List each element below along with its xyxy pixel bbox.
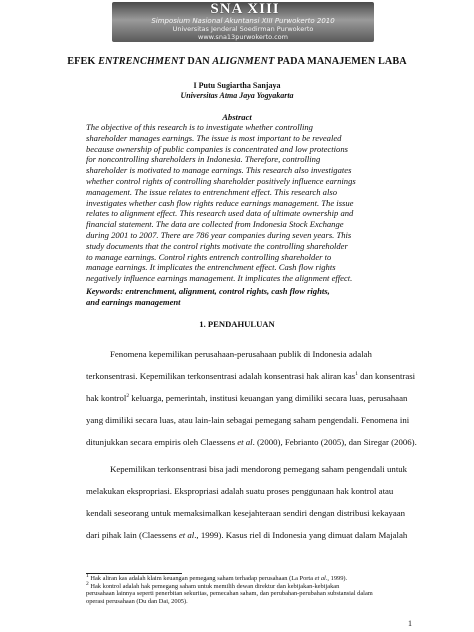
p2-line-4-text: dari pihak lain (Claessens <box>86 530 179 540</box>
footnotes <box>86 572 416 605</box>
p1-line-3-tail: keluarga, pemerintah, institusi keuangan yang dimiliki secara luas, perusahaan <box>129 393 408 403</box>
abstract-body <box>86 122 402 284</box>
paragraph-line <box>86 486 416 508</box>
abstract-line: because ownership of public companies is concentrated and low protections <box>86 143 348 154</box>
footnote-1-text: Hak aliran kas adalah klaim keuangan pemegang saham terhadap perusahaan (La Porta <box>88 575 315 582</box>
footnote-2 <box>86 580 416 591</box>
p2-line-4-tail: ., 1999). Kasus riel di Indonesia yang dimuat dalam Majalah <box>194 530 408 540</box>
p2-line-3-text: kendali seseorang untuk memaksimalkan kesejahteraan sendiri dengan distribusi kekayaan <box>86 508 406 518</box>
p2-line-1-text: Kepemilikan terkonsentrasi bisa jadi mendorong pemegang saham pengendali untuk <box>110 464 408 474</box>
footnote-2-number: 2 <box>86 580 89 587</box>
footnote-2-line-1: Hak kontrol adalah hak pemegang saham untuk memilih dewan direktur dan kebijakan-kebijakan <box>88 582 340 590</box>
section-heading: 1. PENDAHULUAN <box>199 319 275 329</box>
p1-line-1-text: Fenomena kepemilikan perusahaan-perusahaan publik di Indonesia adalah <box>110 349 372 359</box>
abstract-line: for noncontrolling shareholders in Indonesia. Therefore, controlling <box>86 154 321 165</box>
abstract-line: The objective of this research is to investigate whether controlling <box>86 122 313 132</box>
p1-line-3-text: hak kontrol <box>86 393 127 403</box>
paragraph-line <box>86 508 416 530</box>
abstract-line: management. The issue relates to entrenchment effect. This research also <box>86 186 338 197</box>
abstract-line: investigates whether cash flow rights reduce earnings management. The issue <box>86 197 354 208</box>
footnote-1-number: 1 <box>86 572 89 579</box>
abstract-line: study documents that the control rights motivate the controlling shareholder <box>86 240 348 251</box>
abstract-line: negatively influence earnings management. It implicates the alignment effect. <box>86 273 353 284</box>
title-part-1: EFEK <box>67 56 99 67</box>
p2-line-4-italic: et al <box>178 530 195 540</box>
p1-line-5-tail: . (2000), Febrianto (2005), dan Siregar (2006). <box>252 437 417 447</box>
abstract-line: relates to alignment effect. This research used data of ultimate ownership and <box>86 208 354 219</box>
keywords <box>86 286 406 308</box>
paragraph-line <box>86 393 416 415</box>
banner-website: www.sna13purwokerto.com <box>198 33 288 41</box>
footnote-ref-2[interactable]: 2 <box>126 393 130 400</box>
abstract-line: to manage earnings. Control rights entrench controlling shareholder to <box>86 251 332 262</box>
footnote-ref-1[interactable]: 1 <box>355 371 358 378</box>
page-number: 1 <box>408 619 412 628</box>
footnote-1-italic: et al <box>314 575 326 582</box>
paragraph-line <box>86 530 416 552</box>
footnote-1-tail: ., 1999). <box>325 575 348 582</box>
paper-title <box>0 56 474 67</box>
paragraph-line <box>86 415 416 437</box>
paragraph-line <box>86 437 416 459</box>
paragraph-1 <box>86 349 416 459</box>
title-part-4: ALIGNMENT <box>212 56 275 67</box>
p2-line-2-text: melakukan ekspropriasi. Ekspropriasi adalah suatu proses penggunaan hak kontrol atau <box>86 486 394 496</box>
p1-line-4-text: yang dimiliki secara luas, atau lain-lain sebagai pemegang saham pengendali. Fenomena ini <box>86 415 410 425</box>
footnote-2-line-3: operasi perusahaan (Du dan Dai, 2005). <box>86 597 188 605</box>
p1-line-2-tail: dan konsentrasi <box>357 371 416 381</box>
paragraph-2 <box>86 464 416 552</box>
keywords-line-1: Keywords: entrenchment, alignment, control rights, cash flow rights, <box>86 286 330 296</box>
author-affiliation: Universitas Atma Jaya Yogyakarta <box>180 91 294 100</box>
footnote-2-line-2: perusahaan lainnya seperti penerbitan sekuritas, pemecahan saham, dan perubahan-perubahan substansial dalam <box>86 590 373 598</box>
abstract-line: during 2001 to 2007. There are 786 year companies during seven years. This <box>86 229 352 240</box>
conference-logo: SNA XIII <box>210 1 280 17</box>
p1-line-2-text: terkonsentrasi. Kepemilikan terkonsentrasi adalah konsentrasi hak aliran kas <box>86 371 356 381</box>
paragraph-line <box>86 349 416 371</box>
abstract-heading: Abstract <box>222 112 252 122</box>
abstract-line: financial statement. The data are collected from Indonesia Stock Exchange <box>86 219 344 230</box>
keywords-line-2: and earnings management <box>86 297 181 307</box>
abstract-line: manage earnings. It implicates the entrenchment effect. Cash flow rights <box>86 262 336 273</box>
paragraph-line <box>86 464 416 486</box>
abstract-line: whether control rights of controlling shareholder positively influence earnings <box>86 175 356 186</box>
author-name: I Putu Sugiartha Sanjaya <box>193 81 281 90</box>
p1-line-5-italic: et al <box>237 437 253 447</box>
banner-event-name: Simposium Nasional Akuntansi XIII Purwokerto 2010 <box>151 17 335 25</box>
title-part-3: DAN <box>184 56 213 67</box>
banner-university: Universitas Jenderal Soedirman Purwokerto <box>172 25 314 33</box>
footnote-divider <box>86 573 182 574</box>
title-part-2: ENTRENCHMENT <box>98 56 185 67</box>
title-part-5: PADA MANAJEMEN LABA <box>274 56 407 67</box>
paragraph-line <box>86 371 416 393</box>
footnote-1 <box>86 572 416 583</box>
abstract-line: shareholder is motivated to manage earnings. This research also investigates <box>86 165 352 176</box>
p1-line-5-text: ditunjukkan secara empiris oleh Claessens <box>86 437 238 447</box>
abstract-line: shareholder manages earnings. The issue is most important to be revealed <box>86 132 342 143</box>
